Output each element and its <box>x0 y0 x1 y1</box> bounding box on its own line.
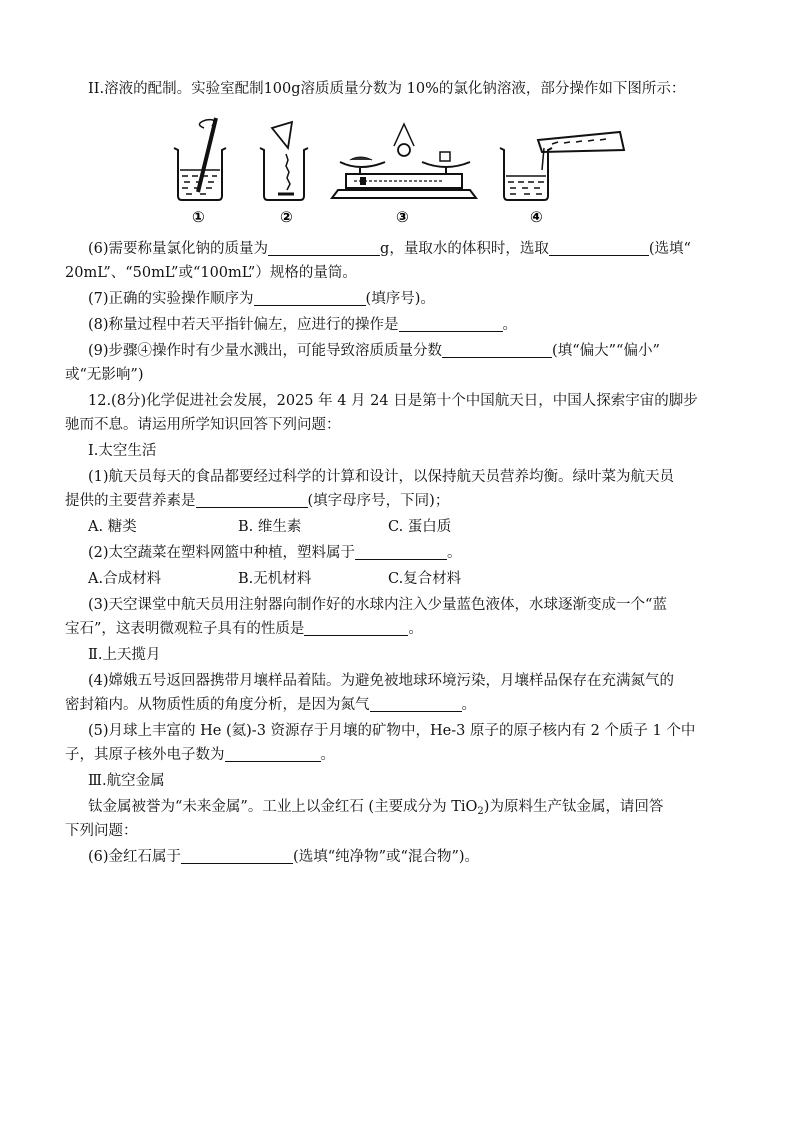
q9-blank[interactable] <box>442 341 552 358</box>
s1-end: (填字母序号，下同)； <box>307 493 450 509</box>
s4-end: 。 <box>461 697 476 713</box>
balance-scale-icon <box>332 124 476 198</box>
experiment-figure <box>160 110 640 230</box>
sub-5-line-1: (5)月球上丰富的 He (氦)-3 资源存于月壤的矿物中，He-3 原子的原子核内有 2 个质子 1 个中 <box>88 723 696 739</box>
sub-6 <box>88 846 768 868</box>
dissolving-beaker-icon <box>174 118 226 200</box>
s6-end: (选填“纯净物”或“混合物”)。 <box>293 849 480 865</box>
sub-1-options <box>88 516 768 538</box>
q12-intro-line-2: 驰而不息。请运用所学知识回答下列问题： <box>65 417 341 433</box>
sub-1-line-1: (1)航天员每天的食品都要经过科学的计算和设计，以保持航天员营养均衡。绿叶菜为航天员 <box>88 469 675 485</box>
sub-2-options <box>88 568 768 590</box>
s6-intro-text-a: 钛金属被誉为“未来金属”。工业上以金红石 (主要成分为 TiO <box>88 799 478 815</box>
s5-text: 子，其原子核外电子数为 <box>65 747 225 763</box>
q6-text-a: (6)需要称量氯化钠的质量为 <box>88 241 269 257</box>
s2-end: 。 <box>447 545 462 561</box>
question-8 <box>88 314 768 336</box>
sub-1-line-2 <box>65 490 745 512</box>
section-2-heading: II.溶液的配制。实验室配制100g溶质质量分数为 10%的氯化钠溶液，部分操作如下图所示： <box>88 81 686 97</box>
s6-blank[interactable] <box>181 847 293 864</box>
sub-3-line-2 <box>65 618 745 640</box>
q6-mass-blank[interactable] <box>268 239 380 256</box>
s2-option-c[interactable]: C.复合材料 <box>388 571 462 587</box>
s1-option-b[interactable]: B. 维生素 <box>238 519 302 535</box>
question-6-line-2: 20mL”、“50mL”或“100mL”）规格的量筒。 <box>65 265 357 281</box>
s4-text: 密封箱内。从物质性质的角度分析，是因为氮气 <box>65 697 370 713</box>
q8-text: (8)称量过程中若天平指针偏左，应进行的操作是 <box>88 317 399 333</box>
s2-option-a[interactable]: A.合成材料 <box>88 571 162 587</box>
s3-text: 宝石”，这表明微观粒子具有的性质是 <box>65 621 305 637</box>
s1-option-a[interactable]: A. 糖类 <box>88 519 137 535</box>
s5-end: 。 <box>320 747 335 763</box>
q8-blank[interactable] <box>399 315 503 332</box>
figure-label-3: ③ <box>396 208 409 226</box>
part-2-heading: Ⅱ.上天揽月 <box>88 647 161 663</box>
s2-option-b[interactable]: B.无机材料 <box>238 571 312 587</box>
q7-text: (7)正确的实验操作顺序为 <box>88 291 254 307</box>
s3-blank[interactable] <box>304 619 408 636</box>
sub-3-line-1: (3)天空课堂中航天员用注射器向制作好的水球内注入少量蓝色液体，水球逐渐变成一个“蓝 <box>88 597 667 613</box>
pouring-water-beaker-icon <box>500 132 624 200</box>
figure-label-2: ② <box>280 208 293 226</box>
q8-end: 。 <box>502 317 518 333</box>
sub-4-line-1: (4)嫦娥五号返回器携带月壤样品着陆。为避免被地球环境污染，月壤样品保存在充满氮气的 <box>88 673 675 689</box>
s1-text: 提供的主要营养素是 <box>65 493 196 509</box>
question-7 <box>88 288 768 310</box>
sub-2 <box>88 542 768 564</box>
s6-intro-text-b: )为原料生产钛金属，请回答 <box>483 799 664 815</box>
part-3-heading: Ⅲ.航空金属 <box>88 773 165 789</box>
pouring-salt-beaker-icon <box>260 122 308 200</box>
q6-text-b: g，量取水的体积时，选取 <box>380 241 549 257</box>
q12-intro-line-1: 12.(8分)化学促进社会发展，2025 年 4 月 24 日是第十个中国航天日，中国人探索宇宙的脚步 <box>88 393 698 409</box>
figure-label-4: ④ <box>530 208 543 226</box>
sub-4-line-2 <box>65 694 745 716</box>
question-9-line-2: 或“无影响”) <box>65 367 144 383</box>
tio2-subscript: 2 <box>477 806 484 817</box>
q7-end: (填序号)。 <box>365 291 435 307</box>
question-6-line-1 <box>88 238 768 260</box>
q6-text-c: (选填“ <box>648 241 691 257</box>
figure-label-1: ① <box>192 208 205 226</box>
s2-blank[interactable] <box>355 543 447 560</box>
sub-5-line-2 <box>65 744 745 766</box>
part-1-heading: Ⅰ.太空生活 <box>88 443 157 459</box>
q6-cylinder-blank[interactable] <box>549 239 649 256</box>
q9-end: (填“偏大”“偏小” <box>552 343 660 359</box>
q9-text: (9)步骤④操作时有少量水溅出，可能导致溶质质量分数 <box>88 343 443 359</box>
s3-end: 。 <box>408 621 423 637</box>
question-9-line-1 <box>88 340 768 362</box>
s1-option-c[interactable]: C. 蛋白质 <box>388 519 452 535</box>
s5-blank[interactable] <box>225 745 321 762</box>
s2-text: (2)太空蔬菜在塑料网篮中种植，塑料属于 <box>88 545 356 561</box>
q7-blank[interactable] <box>254 289 366 306</box>
s6-text: (6)金红石属于 <box>88 849 182 865</box>
sub-6-intro-line-1 <box>88 796 768 823</box>
sub-6-intro-line-2: 下列问题： <box>65 823 138 839</box>
s1-blank[interactable] <box>196 491 308 508</box>
s4-blank[interactable] <box>370 695 462 712</box>
